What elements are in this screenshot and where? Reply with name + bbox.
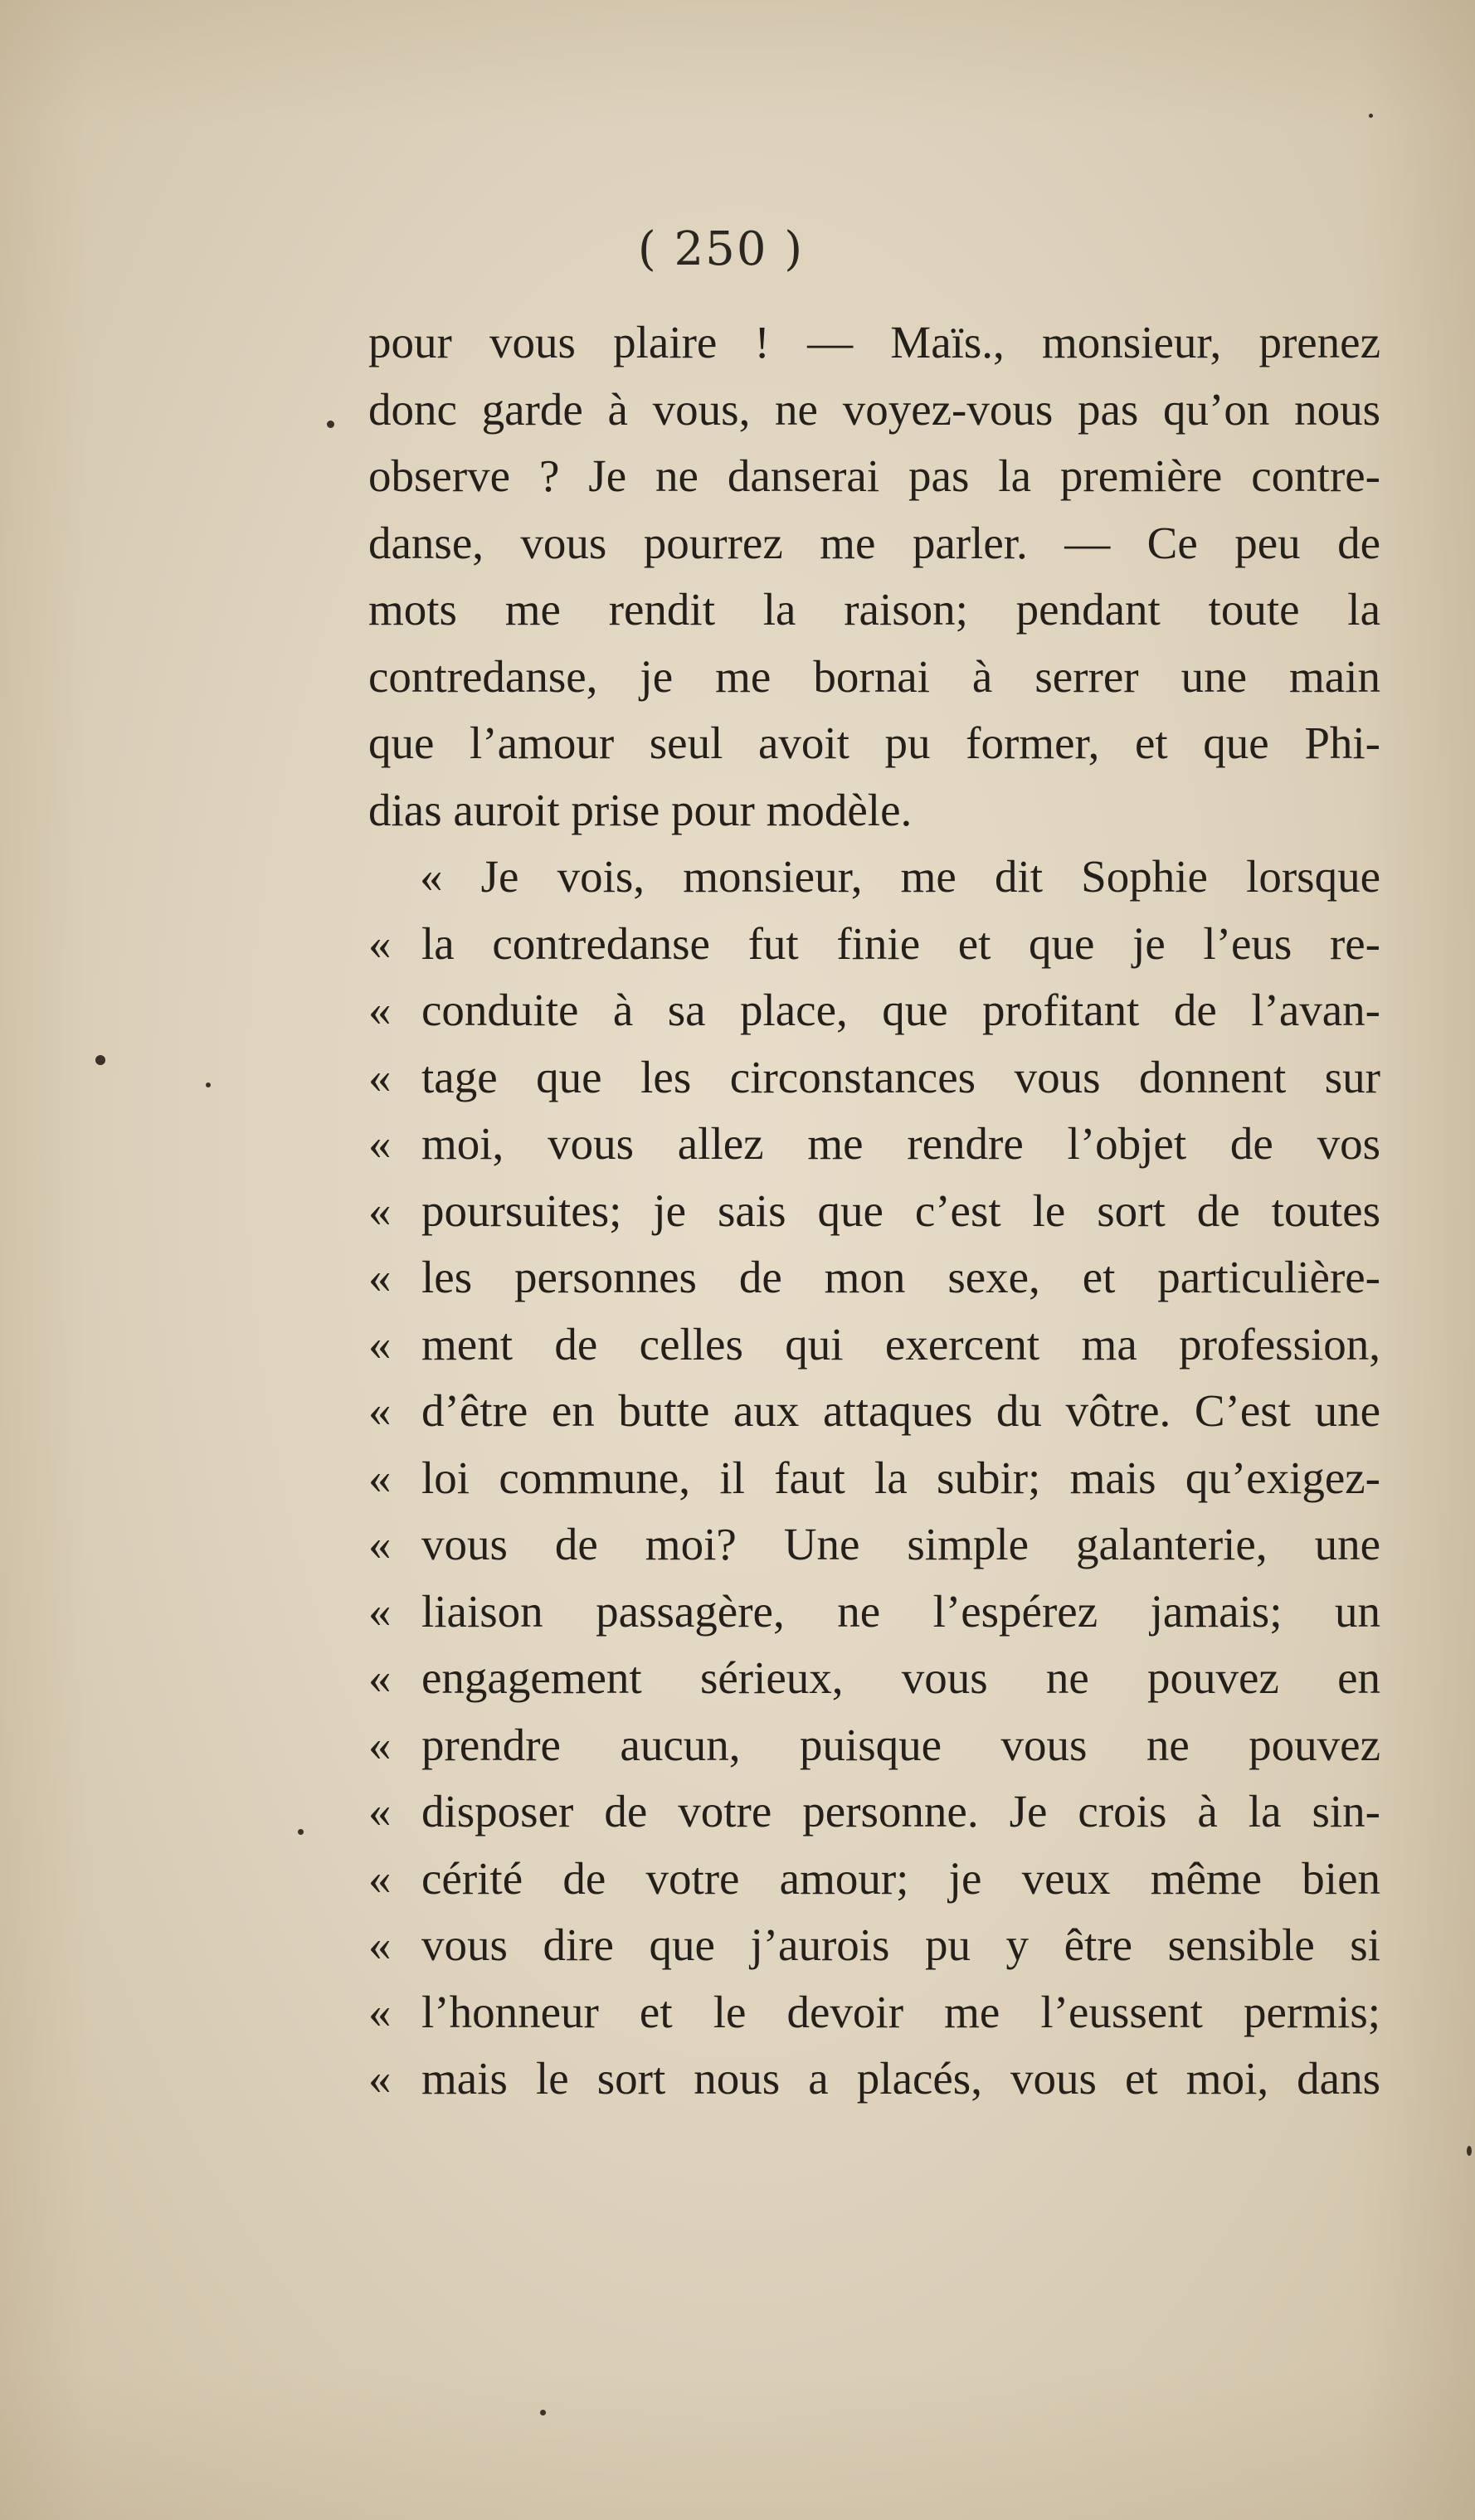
text-line: mots me rendit la raison; pendant toute la — [368, 584, 1380, 635]
text-line: donc garde à vous, ne voyez-vous pas qu’on nous — [368, 383, 1380, 435]
quoted-line-text: tage que les circonstances vous donnent sur — [421, 1051, 1380, 1102]
quoted-line-text: disposer de votre personne. Je crois à la sin- — [421, 1786, 1380, 1836]
guillemet: « — [368, 1519, 392, 1569]
guillemet: « — [368, 1652, 392, 1703]
quoted-line — [368, 1778, 1380, 1846]
quoted-line-text: d’être en butte aux attaques du vôtre. C’est une — [421, 1385, 1380, 1436]
quoted-line — [368, 1579, 1380, 1646]
ink-speck — [298, 1829, 304, 1835]
quoted-line — [368, 911, 1380, 978]
quoted-line-text: vous dire que j’aurois pu y être sensible si — [421, 1919, 1380, 1970]
body-text — [368, 309, 1380, 2113]
quoted-line-text: prendre aucun, puisque vous ne pouvez — [421, 1719, 1380, 1770]
quoted-line-text: la contredanse fut finie et que je l’eus re- — [421, 917, 1380, 969]
quoted-line — [368, 1846, 1380, 1913]
quoted-line-text: l’honneur et le devoir me l’eussent permis; — [421, 1986, 1380, 2037]
guillemet: « — [368, 985, 392, 1035]
guillemet: « — [368, 1986, 392, 2037]
ink-speck — [95, 1055, 105, 1065]
guillemet: « — [368, 1385, 392, 1436]
ink-speck — [206, 1082, 211, 1087]
quoted-line-text: cérité de votre amour; je veux même bien — [421, 1852, 1380, 1904]
quoted-line — [368, 1511, 1380, 1579]
guillemet: « — [368, 1919, 392, 1970]
guillemet: « — [368, 1719, 392, 1770]
guillemet: « — [368, 1852, 392, 1904]
quoted-line-text: moi, vous allez me rendre l’objet de vos — [421, 1118, 1380, 1169]
ink-speck — [540, 2410, 546, 2415]
quoted-line-text: vous de moi? Une simple galanterie, une — [421, 1519, 1380, 1569]
ink-speck — [327, 421, 334, 428]
quoted-line-text: ment de celles qui exercent ma profession, — [421, 1318, 1380, 1369]
quoted-line-text: mais le sort nous a placés, vous et moi, dans — [421, 2053, 1380, 2104]
quoted-line-text: loi commune, il faut la subir; mais qu’exigez- — [421, 1452, 1380, 1503]
text-line: que l’amour seul avoit pu former, et que Phi- — [368, 718, 1380, 768]
page-number: ( 250 ) — [637, 222, 805, 276]
quoted-line — [368, 1979, 1380, 2046]
quoted-line — [368, 1111, 1380, 1178]
guillemet: « — [368, 2053, 392, 2104]
quoted-line — [368, 1044, 1380, 1112]
quoted-line — [368, 1645, 1380, 1712]
quoted-line — [368, 977, 1380, 1044]
quoted-line-text: conduite à sa place, que profitant de l’avan- — [421, 985, 1380, 1035]
guillemet: « — [368, 1452, 392, 1503]
guillemet: « — [368, 1051, 392, 1102]
guillemet: « — [368, 1318, 392, 1369]
quoted-line — [368, 1311, 1380, 1379]
quoted-line-text: liaison passagère, ne l’espérez jamais; un — [421, 1585, 1380, 1637]
quoted-line — [368, 1912, 1380, 1979]
quoted-line-text: engagement sérieux, vous ne pouvez en — [421, 1652, 1380, 1703]
ink-speck — [1467, 2146, 1472, 2156]
text-line: observe ? Je ne danserai pas la première contre- — [368, 450, 1380, 501]
quoted-line — [368, 1244, 1380, 1311]
text-line: dias auroit prise pour modèle. — [368, 784, 913, 835]
text-line: contredanse, je me bornai à serrer une main — [368, 650, 1380, 702]
text-line: danse, vous pourrez me parler. — Ce peu de — [368, 517, 1380, 568]
quoted-line — [368, 1712, 1380, 1779]
quoted-line-text: les personnes de mon sexe, et particulière- — [421, 1252, 1380, 1302]
guillemet: « — [368, 1185, 392, 1236]
paragraph-first-line: « Je vois, monsieur, me dit Sophie lorsque — [420, 851, 1380, 902]
guillemet: « — [368, 1786, 392, 1836]
quoted-line-text: poursuites; je sais que c’est le sort de toutes — [421, 1185, 1380, 1236]
quoted-line — [368, 1178, 1380, 1245]
guillemet: « — [368, 1252, 392, 1302]
guillemet: « — [368, 1585, 392, 1637]
text-line: pour vous plaire ! — Maïs., monsieur, prenez — [368, 317, 1380, 367]
quoted-line — [368, 1378, 1380, 1445]
guillemet: « — [368, 917, 392, 969]
guillemet: « — [368, 1118, 392, 1169]
quoted-line — [368, 2046, 1380, 2113]
quoted-line — [368, 1445, 1380, 1512]
ink-speck — [1369, 114, 1373, 118]
